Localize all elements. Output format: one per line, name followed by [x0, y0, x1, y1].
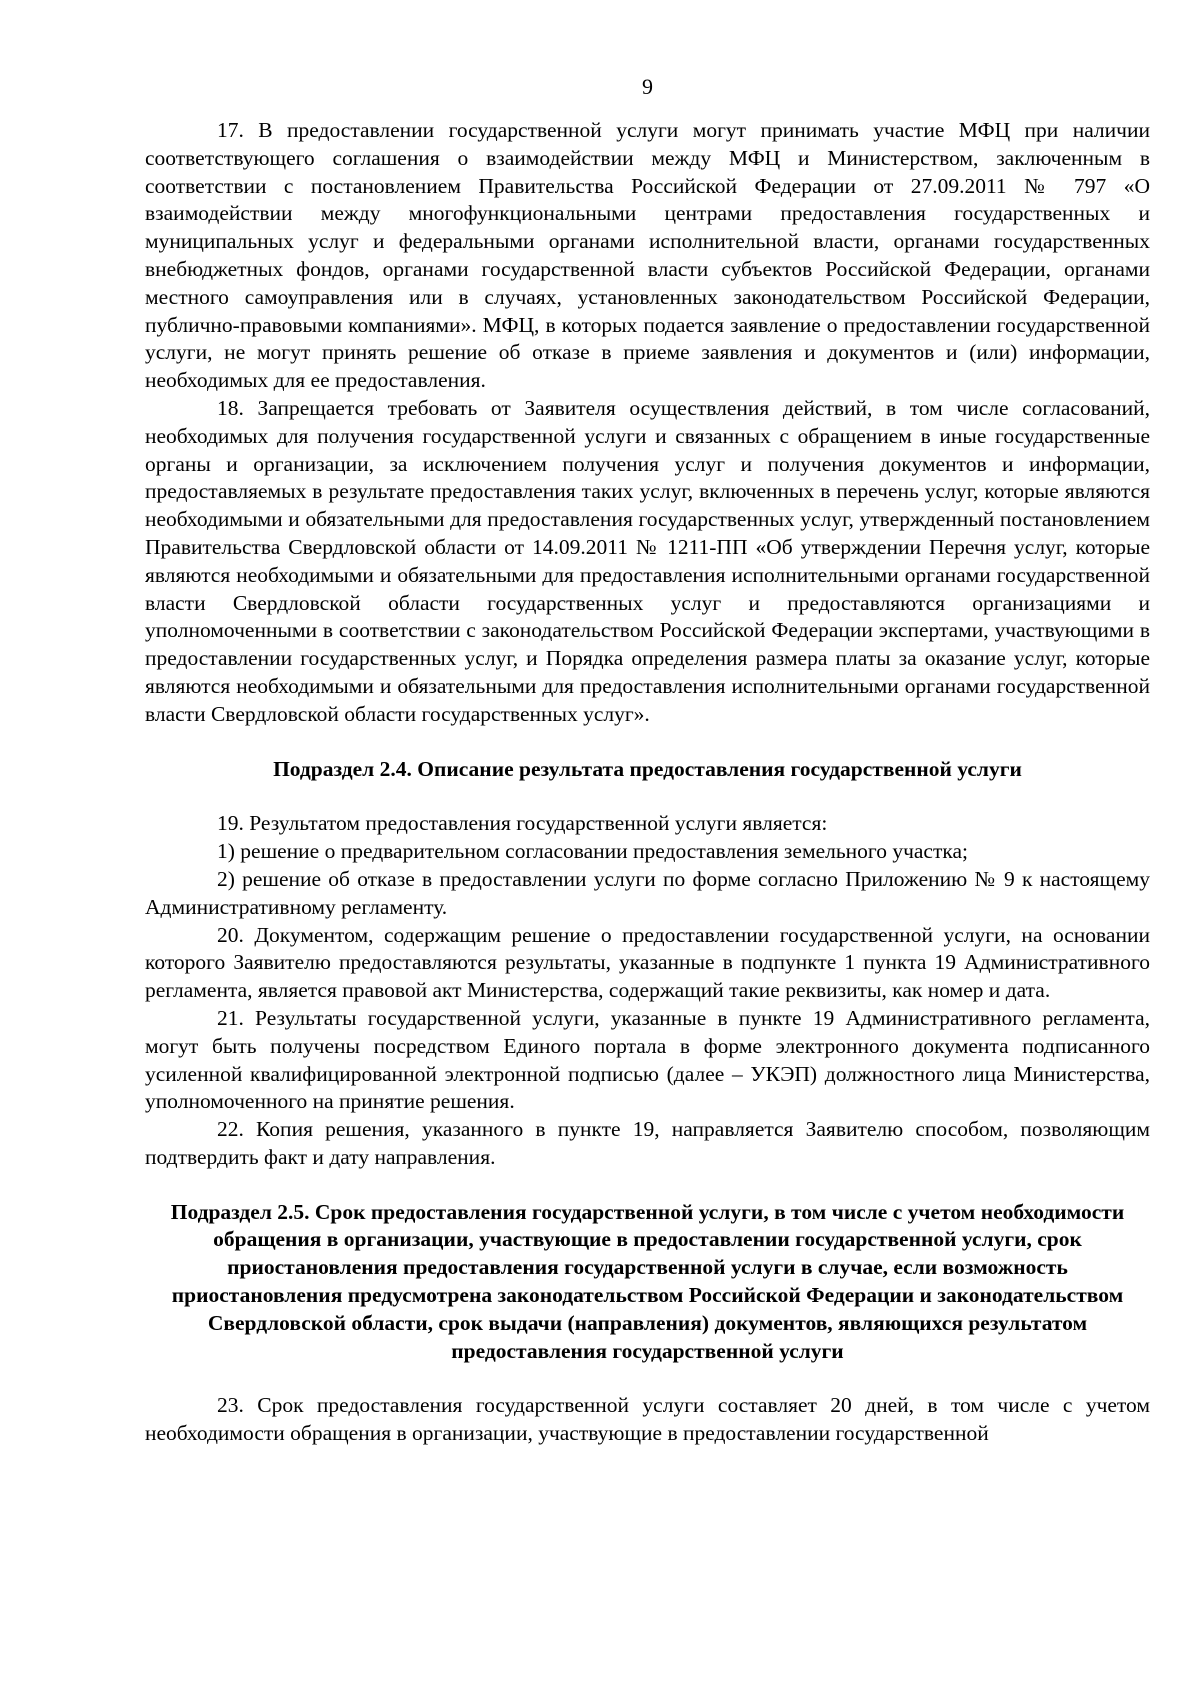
paragraph-18: 18. Запрещается требовать от Заявителя осуществления действий, в том числе согласований, необходимых для получения государственной услуги и связанных с обращением в иные государственные органы и организации, за исключением получения услуг и получения документов и информации, предоставляемых в результате предоставления таких услуг, включенных в перечень услуг, которые являются необходимыми и обязательными для предоставления государственных услуг, утвержденный постановлением Правительства Свердловской области от 14.09.2011 № 1211-ПП «Об утверждении Перечня услуг, которые являются необходимыми и обязательными для предоставления исполнительными органами государственной власти Свердловской области государственных услуг и предоставляются организациями и уполномоченными в соответствии с законодательством Российской Федерации экспертами, участвующими в предоставлении государственных услуг, и Порядка определения размера платы за оказание услуг, которые являются необходимыми и обязательными для предоставления исполнительными органами государственной власти Свердловской области государственных услуг».: [145, 395, 1150, 726]
spacer: [145, 729, 1150, 756]
spacer: [145, 1172, 1150, 1199]
page-number: 9: [642, 74, 653, 99]
heading-subsection-2-4: Подраздел 2.4. Описание результата предоставления государственной услуги: [273, 756, 1022, 781]
paragraph-19: 19. Результатом предоставления государственной услуги является:: [217, 811, 828, 836]
paragraph-17: 17. В предоставлении государственной услуги могут принимать участие МФЦ при наличии соответствующего соглашения о взаимодействии между МФЦ и Министерством, заключенным в соответствии с постановлением Правительства Российской Федерации от 27.09.2011 № 797 «О взаимодействии между многофункциональными центрами предоставления государственных и муниципальных услуг и федеральными органами исполнительной власти, органами государственных внебюджетных фондов, органами государственной власти субъектов Российской Федерации, органами местного самоуправления или в случаях, установленных законодательством Российской Федерации, публично-правовыми компаниями». МФЦ, в которых подается заявление о предоставлении государственной услуги, не могут принять решение об отказе в приеме заявления и документов и (или) информации, необходимых для ее предоставления.: [145, 118, 1150, 393]
spacer: [145, 783, 1150, 810]
paragraph-21: 21. Результаты государственной услуги, указанные в пункте 19 Административного регламента, могут быть получены посредством Единого портала в форме электронного документа подписанного усиленной квалифицированной электронной подписью (далее – УКЭП) должностного лица Министерства, уполномоченного на принятие решения.: [145, 1005, 1150, 1114]
paragraph-22: 22. Копия решения, указанного в пункте 19, направляется Заявителю способом, позволяющим подтвердить факт и дату направления.: [145, 1117, 1150, 1169]
document-body: [145, 117, 1150, 1448]
paragraph-19-item-1: 1) решение о предварительном согласовании предоставления земельного участка;: [217, 839, 968, 864]
paragraph-19-item-2: 2) решение об отказе в предоставлении услуги по форме согласно Приложению № 9 к настоящему Административному регламенту.: [145, 866, 1150, 919]
spacer: [145, 1365, 1150, 1392]
paragraph-20: 20. Документом, содержащим решение о предоставлении государственной услуги, на основании которого Заявителю предоставляются результаты, указанные в подпункте 1 пункта 19 Административного регламента, является правовой акт Министерства, содержащий такие реквизиты, как номер и дата.: [145, 922, 1150, 1003]
heading-subsection-2-5: Подраздел 2.5. Срок предоставления государственной услуги, в том числе с учетом необходимости обращения в организации, участвующие в предоставлении государственной услуги, срок приостановления предоставления государственной услуги в случае, если возможность приостановления предусмотрена законодательством Российской Федерации и законодательством Свердловской области, срок выдачи (направления) документов, являющихся результатом предоставления государственной услуги: [170, 1199, 1125, 1363]
paragraph-23: 23. Срок предоставления государственной услуги составляет 20 дней, в том числе с учетом необходимости обращения в организации, участвующие в предоставлении государственной: [145, 1393, 1150, 1446]
